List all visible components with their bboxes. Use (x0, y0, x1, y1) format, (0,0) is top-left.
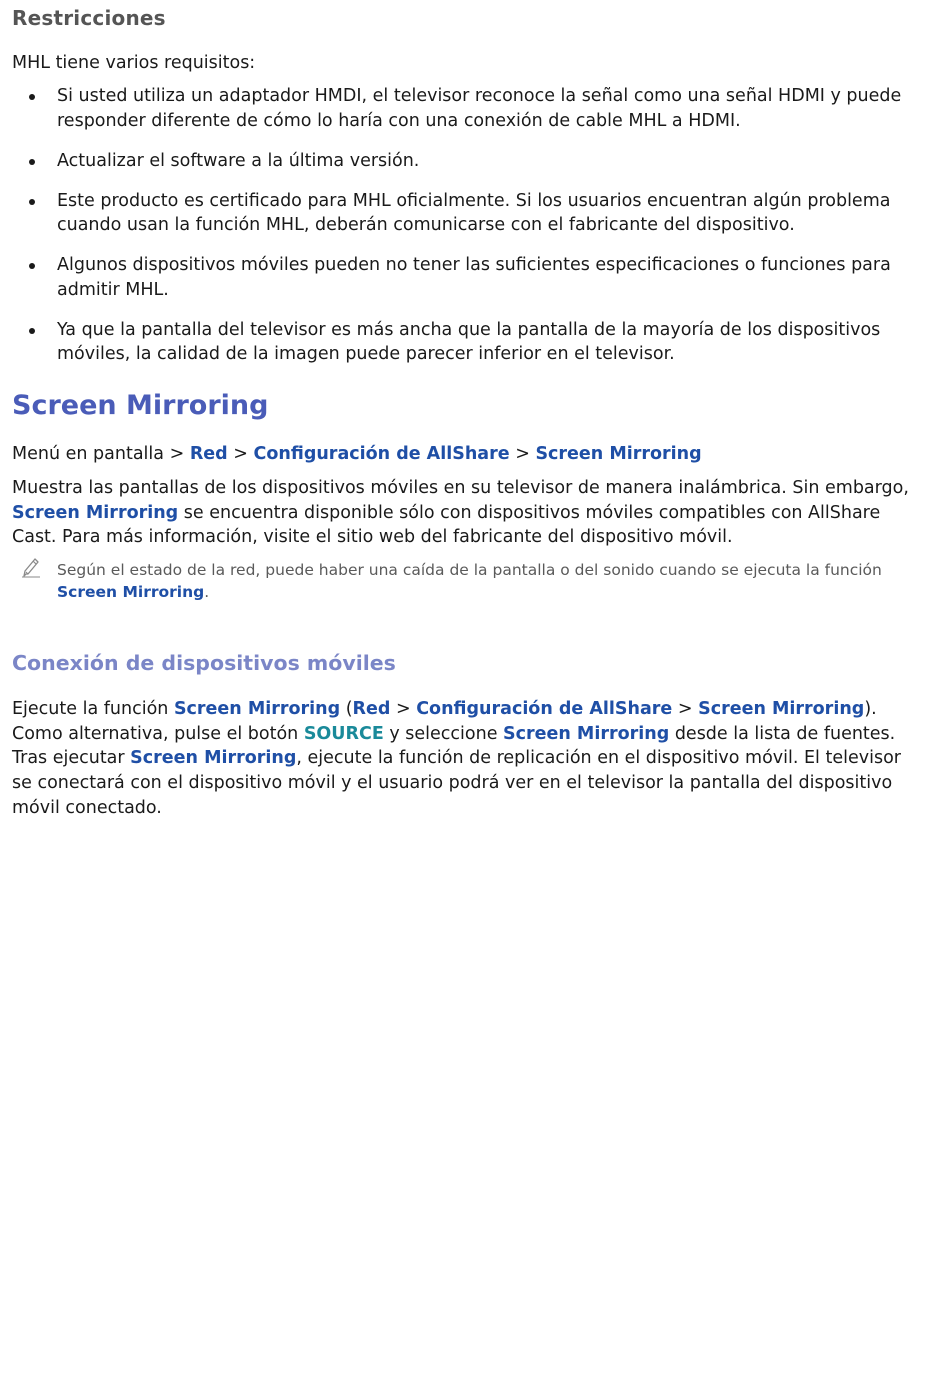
para-keyword: Red (352, 699, 391, 719)
para-text: desde la lista de fuentes. Tras ejecutar (12, 723, 896, 769)
requirements-list (12, 84, 922, 382)
list-item-text: Si usted utiliza un adaptador HMDI, el televisor reconoce la señal como una señal HDMI y puede responder diferente de cómo lo haría con una conexión de cable MHL a HDMI. (57, 86, 902, 131)
list-item-text: Este producto es certificado para MHL oficialmente. Si los usuarios encuentran algún problema cuando usan la función MHL, deberán comunicarse con el fabricante del dispositivo. (57, 190, 891, 235)
breadcrumb-separator: > (169, 444, 185, 464)
note-text (57, 559, 907, 603)
conexion-heading: Conexión de dispositivos móviles (12, 651, 396, 675)
para-text: > (672, 699, 699, 719)
list-item-text: Ya que la pantalla del televisor es más ancha que la pantalla de la mayoría de los dispositivos móviles, la calidad de la imagen puede parecer inferior en el televisor. (57, 319, 881, 364)
pencil-note-icon (20, 556, 42, 578)
menu-path-red-link[interactable]: Red (189, 444, 228, 464)
note-body: Según el estado de la red, puede haber una caída de la pantalla o del sonido cuando se ejecuta la función (57, 561, 882, 579)
para-keyword: Screen Mirroring (173, 699, 341, 719)
breadcrumb-separator: > (515, 444, 530, 464)
menu-path-mirroring-link[interactable]: Screen Mirroring (535, 444, 702, 464)
screen-mirroring-description (12, 476, 917, 550)
list-item-text: Actualizar el software a la última versión. (57, 150, 420, 171)
para-text: y seleccione (383, 723, 504, 744)
list-item (12, 253, 922, 302)
menu-path-prefix: Menú en pantalla (12, 444, 164, 464)
bullet-icon (29, 199, 35, 205)
desc-text: Muestra las pantallas de los dispositivos móviles en su televisor de manera inalámbrica. Sin embargo, (12, 478, 909, 498)
desc-text: se encuentra disponible sólo con dispositivos móviles compatibles con AllShare Cast. Para más información, visite el sitio web del fabricante del dispositivo móvil. (12, 502, 881, 547)
bullet-icon (29, 263, 35, 269)
source-button-label: SOURCE (303, 723, 384, 744)
note-body: . (204, 583, 210, 601)
bullet-icon (29, 159, 35, 165)
para-text: ( (340, 699, 353, 719)
list-item (12, 318, 922, 367)
bullet-icon (29, 328, 35, 334)
restricciones-heading: Restricciones (12, 6, 166, 30)
menu-path-breadcrumb (12, 442, 702, 466)
para-text: > (390, 699, 417, 719)
para-text: ). Como alternativa, pulse el botón (12, 699, 877, 744)
para-text: , ejecute la función de replicación en el dispositivo móvil. El televisor se conectará con el dispositivo móvil y el usuario podrá ver en el televisor la pantalla del dispositivo móvil conectado. (12, 748, 901, 818)
list-item-text: Algunos dispositivos móviles pueden no tener las suficientes especificaciones o funciones para admitir MHL. (57, 255, 891, 300)
para-keyword: Screen Mirroring (130, 748, 297, 769)
bullet-icon (29, 94, 35, 100)
note-keyword: Screen Mirroring (57, 583, 205, 601)
para-text: Ejecute la función (12, 699, 174, 719)
desc-keyword: Screen Mirroring (12, 502, 179, 523)
list-item (12, 149, 922, 174)
list-item (12, 189, 922, 238)
menu-path-allshare-link[interactable]: Configuración de AllShare (253, 444, 510, 464)
para-keyword: Configuración de AllShare (416, 699, 673, 719)
breadcrumb-separator: > (233, 444, 248, 464)
para-keyword: Screen Mirroring (503, 723, 670, 744)
conexion-paragraph (12, 697, 922, 821)
list-item (12, 84, 922, 133)
screen-mirroring-heading: Screen Mirroring (12, 390, 269, 421)
para-keyword: Screen Mirroring (698, 699, 865, 719)
restricciones-intro: MHL tiene varios requisitos: (12, 53, 256, 73)
